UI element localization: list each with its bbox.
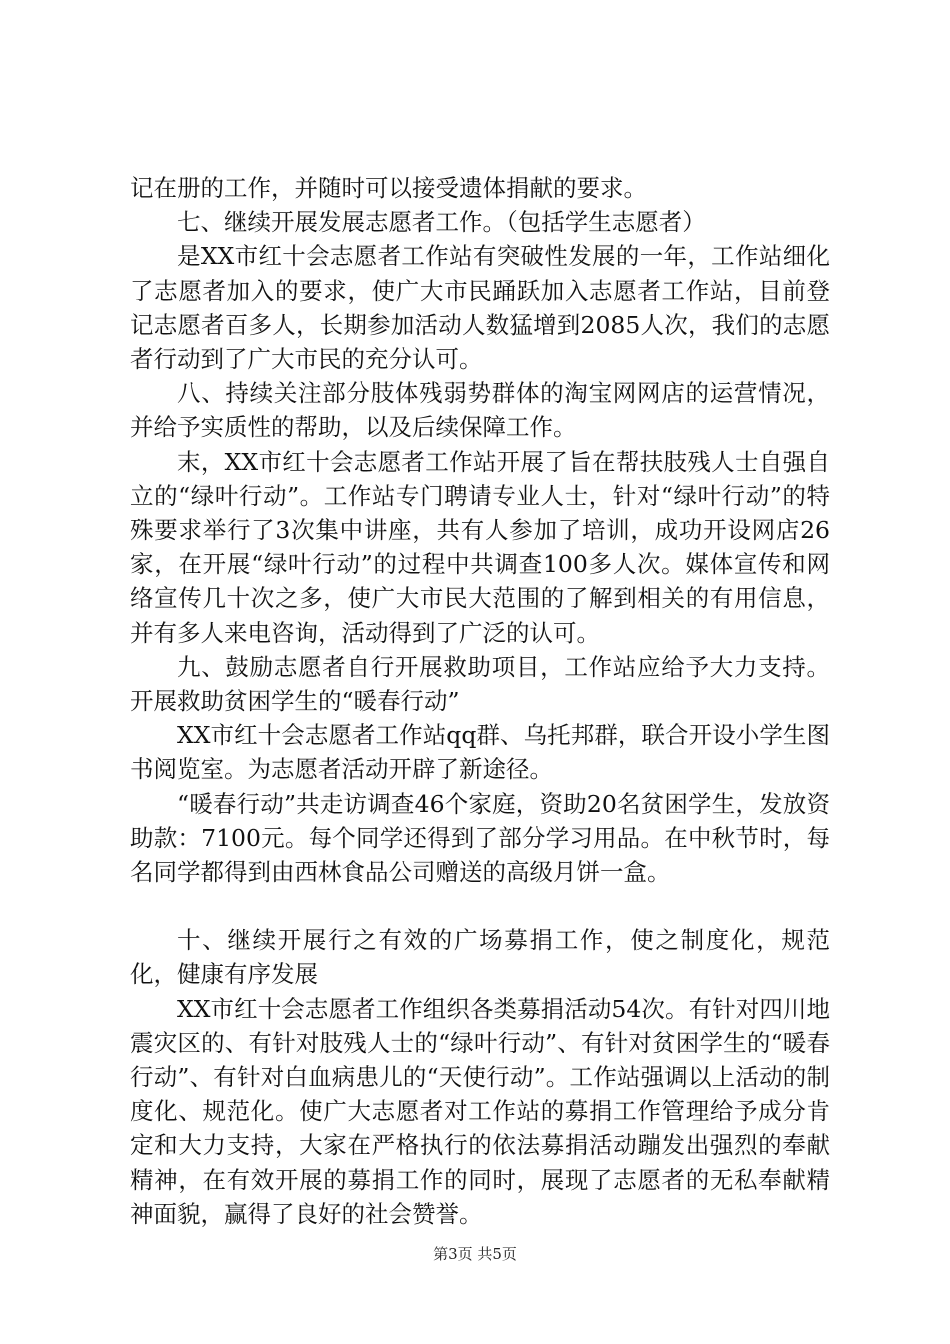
paragraph-3: 是XX市红十会志愿者工作站有突破性发展的一年，工作站细化了志愿者加入的要求，使广大市民踊跃加入志愿者工作站，目前登记志愿者百多人，长期参加活动人数猛增到2085人次，我们的志愿者行动到了广大市民的充分认可。 xyxy=(130,242,830,374)
paragraph-7: XX市红十会志愿者工作站qq群、乌托邦群，联合开设小学生图书阅览室。为志愿者活动开辟了新途径。 xyxy=(130,721,830,784)
blank-line xyxy=(130,889,830,923)
paragraph-10: XX市红十会志愿者工作组织各类募捐活动54次。有针对四川地震灾区的、有针对肢残人士的“绿叶行动”、有针对贫困学生的“暖春行动”、有针对白血病患儿的“天使行动”。工作站强调以上活动的制度化、规范化。使广大志愿者对工作站的募捐工作管理给予成分肯定和大力支持，大家在严格执行的依法募捐活动蹦发出强烈的奉献精神，在有效开展的募捐工作的同时，展现了志愿者的无私奉献精神面貌，赢得了良好的社会赞誉。 xyxy=(130,994,830,1228)
paragraph-5: 末，XX市红十会志愿者工作站开展了旨在帮扶肢残人士自强自立的“绿叶行动”。工作站专门聘请专业人士，针对“绿叶行动”的特殊要求举行了3次集中讲座，共有人参加了培训，成功开设网店26家，在开展“绿叶行动”的过程中共调查100多人次。媒体宣传和网络宣传几十次之多，使广大市民大范围的了解到相关的有用信息，并有多人来电咨询，活动得到了广泛的认可。 xyxy=(130,447,830,647)
page-footer: 第3页 共5页 xyxy=(433,1245,517,1263)
paragraph-4: 八、持续关注部分肢体残弱势群体的淘宝网网店的运营情况，并给予实质性的帮助，以及后续保障工作。 xyxy=(130,379,830,442)
paragraph-2: 七、继续开展发展志愿者工作。（包括学生志愿者） xyxy=(177,208,706,237)
paragraph-9: 十、继续开展行之有效的广场募捐工作，使之制度化，规范化，健康有序发展 xyxy=(130,926,830,989)
paragraph-1: 记在册的工作，并随时可以接受遗体捐献的要求。 xyxy=(130,174,647,202)
paragraph-6: 九、鼓励志愿者自行开展救助项目，工作站应给予大力支持。开展救助贫困学生的“暖春行动” xyxy=(130,652,830,716)
paragraph-8: “暖春行动”共走访调查46个家庭，资助20名贫困学生，发放资助款：7100元。每个同学还得到了部分学习用品。在中秋节时，每名同学都得到由西林食品公司赠送的高级月饼一盒。 xyxy=(130,789,830,887)
document-body xyxy=(130,171,830,1231)
